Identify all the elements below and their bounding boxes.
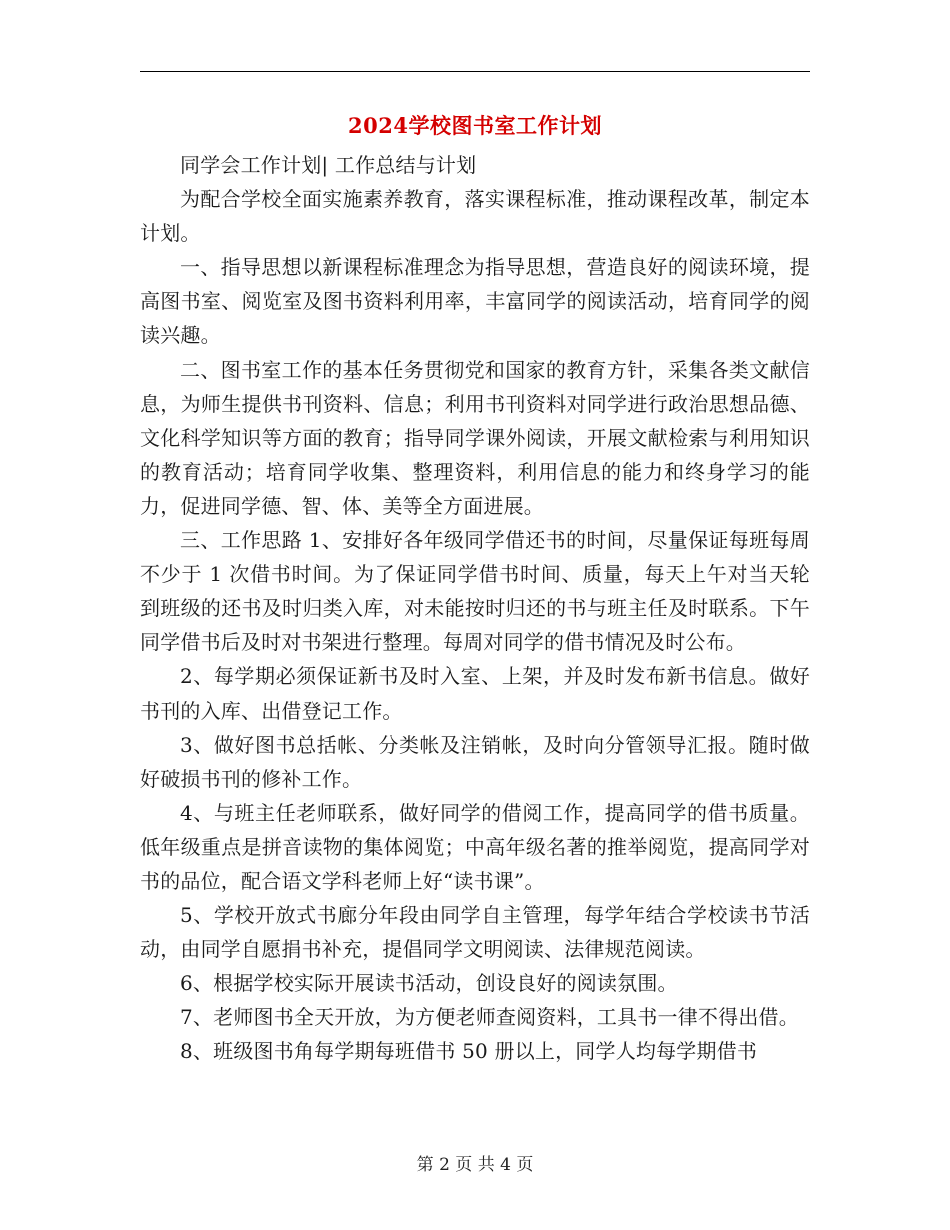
paragraph-item-6: 6、根据学校实际开展读书活动，创设良好的阅读氛围。 (180, 971, 678, 996)
paragraph-subtitle: 同学会工作计划| 工作总结与计划 (180, 153, 477, 177)
page-number: 第 2 页 共 4 页 (416, 1155, 534, 1175)
document-body (140, 148, 810, 1069)
paragraph-item-5: 5、学校开放式书廊分年段由同学自主管理，每学年结合学校读书节活动，由同学自愿捐书补充，提倡同学文明阅读、法律规范阅读。 (140, 903, 810, 962)
document-title: 2024学校图书室工作计划 (348, 113, 602, 138)
paragraph-item-3: 3、做好图书总括帐、分类帐及注销帐，及时向分管领导汇报。随时做好破损书刊的修补工作。 (140, 732, 810, 791)
paragraph-guiding-thought: 一、指导思想以新课程标准理念为指导思想，营造良好的阅读环境，提高图书室、阅览室及图书资料利用率，丰富同学的阅读活动，培育同学的阅读兴趣。 (140, 255, 810, 348)
paragraph-item-2: 2、每学期必须保证新书及时入室、上架，并及时发布新书信息。做好书刊的入库、出借登记工作。 (140, 664, 810, 723)
paragraph-intro: 为配合学校全面实施素养教育，落实课程标准，推动课程改革，制定本计划。 (140, 187, 810, 246)
header-rule (140, 71, 810, 72)
paragraph-work-ideas-1: 三、工作思路 1、安排好各年级同学借还书的时间，尽量保证每班每周不少于 1 次借书时间。为了保证同学借书时间、质量，每天上午对当天轮到班级的还书及时归类入库，对未能按时归还的书与班主任及时联系。下午同学借书后及时对书架进行整理。每周对同学的借书情况及时公布。 (140, 528, 810, 655)
paragraph-basic-tasks: 二、图书室工作的基本任务贯彻党和国家的教育方针，采集各类文献信息，为师生提供书刊资料、信息；利用书刊资料对同学进行政治思想品德、文化科学知识等方面的教育；指导同学课外阅读，开展文献检索与利用知识的教育活动；培育同学收集、整理资料，利用信息的能力和终身学习的能力，促进同学德、智、体、美等全方面进展。 (140, 357, 810, 518)
paragraph-item-4: 4、与班主任老师联系，做好同学的借阅工作，提高同学的借书质量。低年级重点是拼音读物的集体阅览；中高年级名著的推举阅览，提高同学对书的品位，配合语文学科老师上好“读书课”。 (140, 800, 810, 893)
paragraph-item-8: 8、班级图书角每学期每班借书 50 册以上，同学人均每学期借书 (180, 1039, 758, 1064)
paragraph-item-7: 7、老师图书全天开放，为方便老师查阅资料，工具书一律不得出借。 (180, 1005, 799, 1030)
